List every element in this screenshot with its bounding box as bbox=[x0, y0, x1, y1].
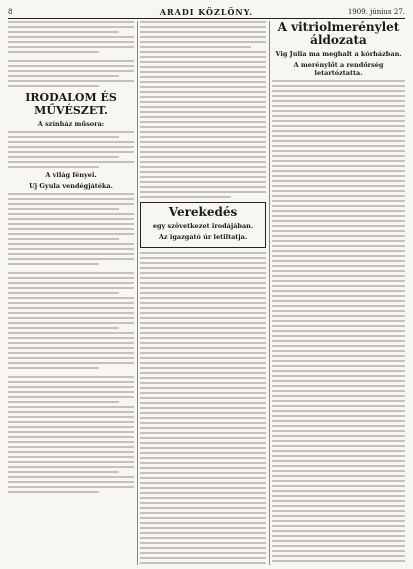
text-block bbox=[140, 252, 266, 565]
column-right bbox=[272, 21, 405, 565]
text-block bbox=[272, 80, 405, 565]
column-middle bbox=[140, 21, 266, 565]
masthead-rule bbox=[8, 18, 405, 19]
masthead bbox=[8, 6, 405, 18]
column-separator bbox=[269, 21, 270, 565]
subhead-verekedes: egy szövetkezet irodájában. bbox=[152, 222, 254, 231]
text-block bbox=[8, 60, 134, 87]
headline-vitriol: A vitriolmerénylet áldozata bbox=[277, 21, 400, 48]
text-block bbox=[8, 376, 134, 493]
subheading-arena: A világ fényei. bbox=[45, 171, 97, 179]
text-block bbox=[8, 21, 134, 53]
section-heading-irodalom: IRODALOM ÉS MŰVÉSZET. bbox=[25, 91, 117, 117]
text-block bbox=[8, 272, 134, 369]
headline-verekedes: Verekedés bbox=[168, 205, 238, 219]
column-left bbox=[8, 21, 134, 565]
page-number: 8 bbox=[8, 8, 13, 16]
text-block bbox=[8, 193, 134, 265]
subheading-ujarena: Uj Gyula vendégjátéka. bbox=[29, 182, 113, 190]
subheading-szinhaz: A színház műsora: bbox=[37, 120, 105, 128]
headline-box-verekedes bbox=[140, 202, 266, 248]
program-list bbox=[8, 131, 134, 168]
subhead-igazgato: Az igazgató úr letiltatja. bbox=[158, 233, 248, 242]
subhead-vitriol: Vig Julia ma meghalt a kórházban. bbox=[275, 50, 402, 59]
issue-date: 1909. június 27. bbox=[347, 8, 405, 16]
paper-name: ARADI KÖZLÖNY. bbox=[159, 7, 254, 17]
text-block bbox=[140, 21, 266, 198]
subhead-merenylo: A merénylőt a rendőrség letartóztatta. bbox=[293, 61, 384, 78]
column-separator bbox=[137, 21, 138, 565]
